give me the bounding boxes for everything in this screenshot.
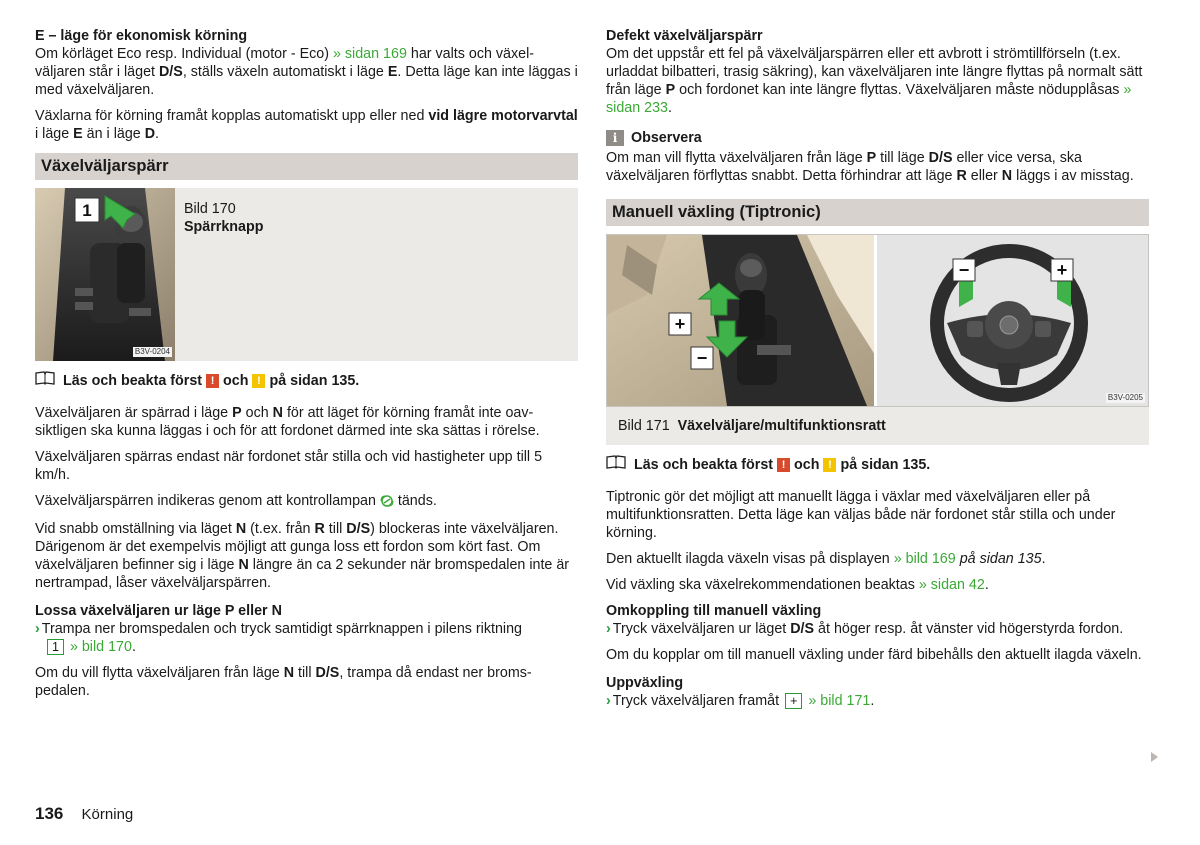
right-column [606,27,1149,718]
step-arrow-icon: › [606,621,611,637]
text: D/S [928,150,953,166]
text: Den aktuellt ilagda växeln visas på displayen [606,551,894,567]
link-page-42[interactable]: » sidan 42 [918,577,985,593]
read-first-page: på sidan 135. [269,372,360,389]
text: D/S [790,621,815,637]
page-number: 136 [35,804,64,823]
switch-heading: Omkoppling till manuell växling [606,603,822,619]
text: N [238,557,249,573]
tiptronic-paragraph-3 [606,576,1149,594]
text: till läge [876,150,929,166]
tiptronic-paragraph-1: Tiptronic gör det möjligt att manuellt lägga i växlar med växelväljaren eller på multifunktionsratten. Detta läge kan väljas både när fordonet står stilla och under körning. [606,489,1116,541]
text: P [866,150,877,166]
figure-code-label: B3V-0205 [1107,393,1143,402]
eco-mode-paragraph-2 [35,107,578,143]
note-heading: Observera [631,130,702,146]
plus-callout-label: + [674,314,686,334]
figure-170 [35,188,578,361]
info-icon: i [606,130,624,146]
tiptronic-lever-illustration [607,235,874,406]
defect-paragraph [606,45,1149,117]
text: R [956,168,967,184]
book-icon [606,455,628,474]
text: Vid växling ska växelrekommendationen beaktas [606,577,919,593]
text: Växelväljarspärren indikeras genom att kontrollampan [35,493,380,509]
steering-wheel-illustration [877,235,1148,406]
left-column [35,27,578,708]
link-page-233[interactable]: » sidan 233 [606,82,1132,116]
text: N [283,665,295,681]
text: Vid snabb omställning via läget [35,521,236,537]
warning-yellow-icon: ! [823,458,836,472]
callout-1-label: 1 [82,201,92,220]
text: P [665,82,676,98]
step-arrow-icon: › [35,621,40,637]
gear-lever-tiptronic-photo [607,235,874,406]
warning-yellow-icon: ! [252,374,265,388]
upshift-step-1 [606,692,1149,710]
figure-code-label: B3V-0204 [134,347,170,356]
release-heading: Lossa växelväljaren ur läge P eller N [35,603,282,619]
text: har valts och växelväljaren står i läget [35,46,535,80]
text: D/S [158,64,183,80]
lock-paragraph-4 [35,520,578,592]
text: . Detta läge kan inte läggas i med växelväljaren. [35,64,578,98]
release-step-1 [35,620,578,656]
figure-170-caption [175,188,263,361]
read-first-and: och [794,456,820,473]
warning-red-icon: ! [206,374,219,388]
text: tänds. [393,493,437,509]
lock-paragraph-1 [35,404,578,440]
section-title-gear-lock: Växelväljarspärr [35,153,578,180]
callout-1-box: 1 [47,639,64,655]
text: (t.ex. från [246,521,315,537]
text: . [1041,551,1046,567]
text: och fordonet kan inte längre flyttas. Växelväljaren måste nödupplåsas [675,82,1124,98]
figure-170-title: Spärrknapp [184,219,264,235]
release-paragraph [35,664,578,700]
gear-lever-photo [35,188,175,361]
text: eller vice versa, ska växelväljaren förflyttas snabbt. Detta förhindrar att läge [606,150,1082,184]
text: N [272,405,283,421]
link-figure-169[interactable]: » bild 169 [893,551,956,567]
gear-lever-illustration [35,188,175,361]
eco-mode-paragraph-1 [35,45,578,99]
wheel-plus-callout-label: + [1056,260,1067,280]
text: . [155,126,160,142]
step-arrow-icon: › [606,693,611,709]
text: Växelväljaren är spärrad i läge [35,405,233,421]
wheel-minus-callout-label: − [958,260,969,280]
tiptronic-paragraph-2 [606,550,1149,568]
text: Trampa ner bromspedalen och tryck samtidigt spärrknappen i pilens riktning [41,621,522,637]
link-figure-170[interactable]: » bild 170 [69,639,132,655]
text: till [324,521,347,537]
text: . [870,693,875,709]
text: D [144,126,156,142]
text: Om det uppstår ett fel på växelväljarspärren eller ett avbrott i strömtillförseln (t.ex. urladdat bilbatteri, trasig säkring), kan växelväljaren inte längre flyttas på normalt sätt från läge [606,46,1143,98]
defect-heading: Defekt växelväljarspärr [606,28,763,44]
text: D/S [346,521,371,537]
text: N [235,521,247,537]
text: E [73,126,83,142]
upshift-heading: Uppväxling [606,675,684,691]
text: i läge [35,126,74,142]
read-first-and: och [223,372,249,389]
link-figure-171[interactable]: » bild 171 [808,693,871,709]
text: läggs i av misstag. [1012,168,1134,184]
figure-170-number: Bild 170 [184,201,236,217]
figure-171 [606,234,1149,407]
text: Om körläget Eco resp. Individual (motor - Eco) [35,46,333,62]
minus-callout-label: − [696,348,708,368]
read-first-page: på sidan 135. [840,456,931,473]
text: Tryck växelväljaren ur läget [612,621,791,637]
indicator-lamp-icon [380,494,394,512]
text: , trampa då endast ner bromspedalen. [35,665,532,699]
text: eller [966,168,1002,184]
text: . [984,577,989,593]
text: än i läge [82,126,145,142]
note-paragraph [606,149,1149,185]
book-icon [35,371,57,390]
text: längre än ca 2 sekunder när bromspedalen inte är nertrampad, låser växelväljarspärren. [35,557,570,591]
lock-paragraph-2: Växelväljaren spärras endast när fordonet står stilla och vid hastigheter upp till 5 km/h. [35,449,543,483]
warning-red-icon: ! [777,458,790,472]
switch-step-1 [606,620,1149,638]
text: åt höger resp. åt vänster vid högerstyrda fordon. [814,621,1124,637]
figure-171-title: Växelväljare/multifunktionsratt [677,418,886,434]
link-page-169[interactable]: » sidan 169 [332,46,407,62]
plus-callout-box: + [785,693,802,709]
text: Växlarna för körning framåt kopplas automatiskt upp eller ned [35,108,429,124]
steering-wheel-photo [874,235,1148,406]
read-first-notice [35,371,578,390]
switch-paragraph: Om du kopplar om till manuell växling under färd bibehålls den aktuellt ilagda växeln. [606,647,1142,663]
figure-171-number: Bild 171 [618,418,670,434]
text: . [131,639,136,655]
text: till [294,665,316,681]
figure-171-caption [606,407,1149,445]
text: ) blockeras inte växelväljaren. Därigenom är det exempelvis möjligt att gunga loss ett fordon som kört fast. Om växelväljaren befinner sig i läge [35,521,559,573]
lock-paragraph-3 [35,492,578,512]
text: Om man vill flytta växelväljaren från läge [606,150,867,166]
text: på sidan 135 [955,551,1042,567]
text: D/S [315,665,340,681]
text: P [232,405,242,421]
text: N [1001,168,1013,184]
read-first-text: Läs och beakta först [63,372,203,389]
text: och [241,405,273,421]
page-footer [35,805,133,824]
text: vid lägre motorvarvtal [428,108,578,124]
eco-mode-heading: E – läge för ekonomisk körning [35,28,248,44]
note-header [606,129,1149,147]
read-first-notice [606,455,1149,474]
next-page-arrow-icon[interactable] [1151,752,1158,762]
text: Om du vill flytta växelväljaren från läge [35,665,284,681]
read-first-text: Läs och beakta först [634,456,774,473]
text: för att läget för körning framåt inte oavsiktligen ska kunna läggas i och för att fordonet därmed inte ska sättas i rörelse. [35,405,540,439]
section-title-tiptronic: Manuell växling (Tiptronic) [606,199,1149,226]
text: E [387,64,398,80]
text: Tryck växelväljaren framåt [612,693,780,709]
footer-section: Körning [81,806,134,823]
text: , ställs växeln automatiskt i läge [182,64,388,80]
text: R [314,521,325,537]
text: . [668,100,672,116]
